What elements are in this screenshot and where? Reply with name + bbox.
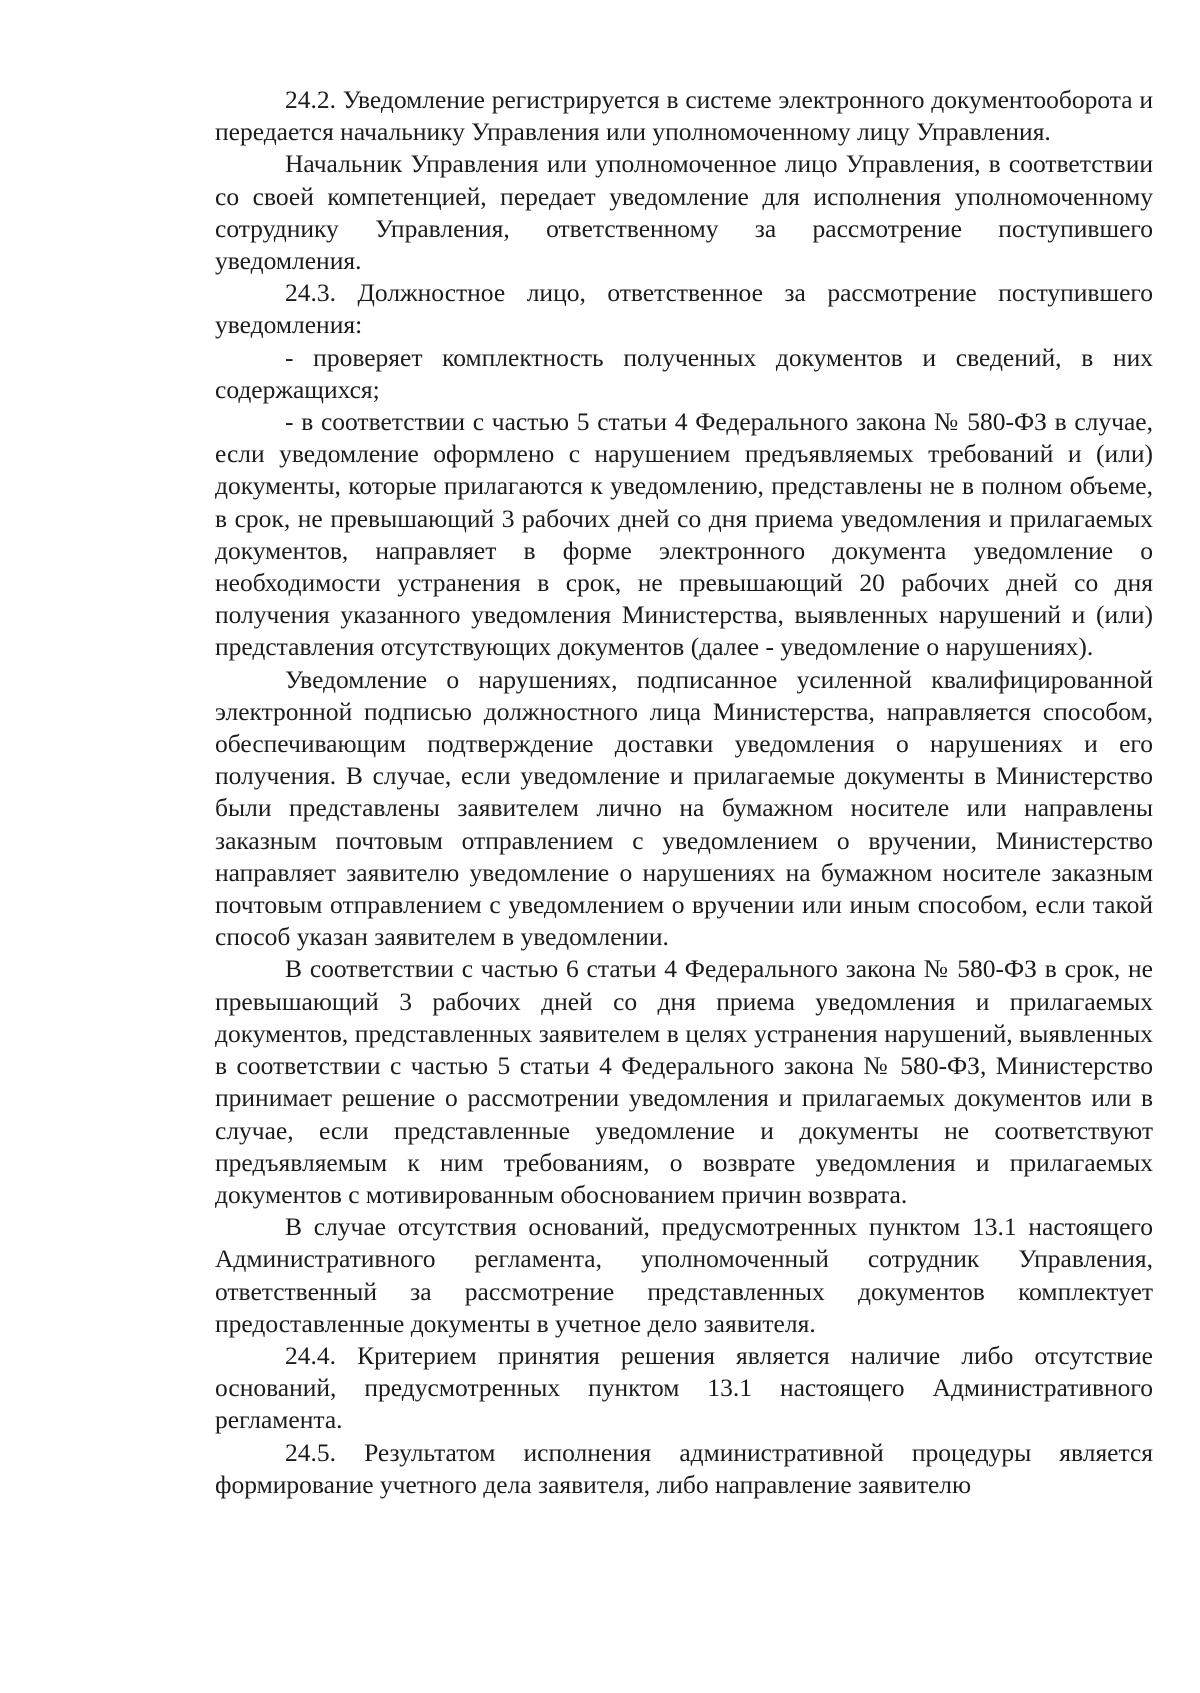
list-item-violation-notice: - в соответствии с частью 5 статьи 4 Федерального закона № 580-ФЗ в случае, если уведомление оформлено с нарушением предъявляемых требований и (или) документы, которые прилагаются к уведомлению, представлены не в полном объеме, в срок, не превышающий 3 рабочих дней со дня приема уведомления и прилагаемых документов, направляет в форме электронного документа уведомление о необходимости устранения в срок, не превышающий 20 рабочих дней со дня получения указанного уведомления Министерства, выявленных нарушений и (или) представления отсутствующих документов (далее - уведомление о нарушениях). [215, 407, 1153, 662]
paragraph-24-3: 24.3. Должностное лицо, ответственное за рассмотрение поступившего уведомления: [215, 278, 1153, 340]
document-body [215, 84, 1153, 1501]
paragraph-24-4: 24.4. Критерием принятия решения является наличие либо отсутствие оснований, предусмотренных пунктом 13.1 настоящего Административного регламента. [215, 1340, 1153, 1435]
paragraph-24-2: 24.2. Уведомление регистрируется в системе электронного документооборота и передается начальнику Управления или уполномоченному лицу Управления. [215, 85, 1153, 147]
paragraph-part-6-decision: В соответствии с частью 6 статьи 4 Федерального закона № 580-ФЗ в срок, не превышающий 3 рабочих дней со дня приема уведомления и прилагаемых документов, представленных заявителем в целях устранения нарушений, выявленных в соответствии с частью 5 статьи 4 Федерального закона № 580-ФЗ, Министерство принимает решение о рассмотрении уведомления и прилагаемых документов или в случае, если представленные уведомление и документы не соответствуют предъявляемым к ним требованиям, о возврате уведомления и прилагаемых документов с мотивированным обоснованием причин возврата. [215, 954, 1153, 1209]
paragraph-no-grounds: В случае отсутствия оснований, предусмотренных пунктом 13.1 настоящего Административного регламента, уполномоченный сотрудник Управления, ответственный за рассмотрение представленных документов комплектует предоставленные документы в учетное дело заявителя. [215, 1212, 1153, 1338]
paragraph-violation-delivery: Уведомление о нарушениях, подписанное усиленной квалифицированной электронной подписью должностного лица Министерства, направляется способом, обеспечивающим подтверждение доставки уведомления о нарушениях и его получения. В случае, если уведомление и прилагаемые документы в Министерство были представлены заявителем лично на бумажном носителе или направлены заказным почтовым отправлением с уведомлением о вручении, Министерство направляет заявителю уведомление о нарушениях на бумажном носителе заказным почтовым отправлением с уведомлением о вручении или иным способом, если такой способ указан заявителем в уведомлении. [215, 664, 1153, 952]
paragraph-24-5: 24.5. Результатом исполнения административной процедуры является формирование учетного дела заявителя, либо направление заявителю [215, 1437, 1153, 1499]
list-item-check-completeness: - проверяет комплектность полученных документов и сведений, в них содержащихся; [215, 342, 1153, 404]
paragraph-head-transfer: Начальник Управления или уполномоченное лицо Управления, в соответствии со своей компетенцией, передает уведомление для исполнения уполномоченному сотруднику Управления, ответственному за рассмотрение поступившего уведомления. [215, 149, 1153, 276]
